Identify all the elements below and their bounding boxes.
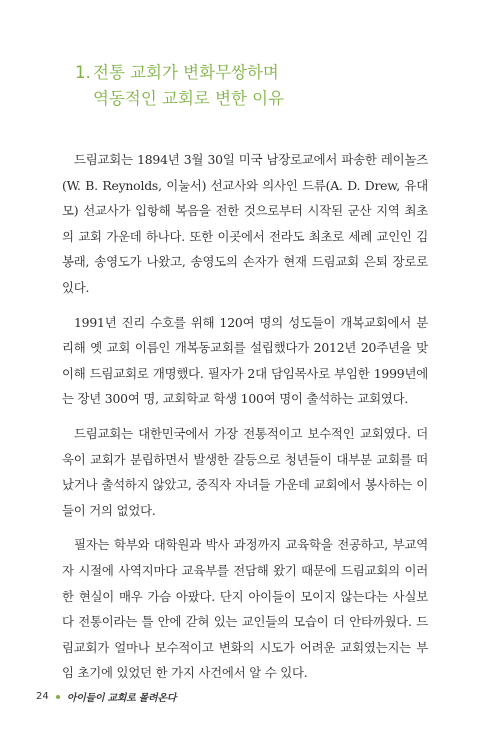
section-title-line1: 전통 교회가 변화무쌍하며 [93,63,279,82]
book-title: 아이들이 교회로 몰려온다 [66,693,177,704]
paragraph: 1991년 진리 수호를 위해 120여 명의 성도들이 개복교회에서 분리해 옛 교회 이름인 개복동교회를 설립했다가 2012년 20주년을 맞이해 드림교회로 개명했다. 필자가 2대 담임목사로 부임한 1999년에는 장년 300여 명, 교회학교 학생 100여 명이 출석하는 교회였다. [62,314,428,407]
page-footer [36,689,176,704]
page-number: 24 [36,691,49,702]
paragraph: 드림교회는 대한민국에서 가장 전통적이고 보수적인 교회였다. 더욱이 교회가 분립하면서 발생한 갈등으로 청년들이 대부분 교회를 떠났거나 출석하지 않았고, 중직자 자녀들 가운데 교회에서 봉사하는 이들이 거의 없었다. [62,425,428,518]
section-heading [75,60,284,112]
heading-line-1 [75,60,284,86]
paragraph: 필자는 학부와 대학원과 박사 과정까지 교육학을 전공하고, 부교역자 시절에 사역지마다 교육부를 전담해 왔기 때문에 드림교회의 이러한 현실이 매우 가슴 아팠다. 단지 아이들이 모이지 않는다는 사실보다 전통이라는 틀 안에 갇혀 있는 교인들의 모습이 더 안타까웠다. 드림교회가 얼마나 보수적이고 변화의 시도가 어려운 교회였는지는 부임 초기에 있었던 한 가지 사건에서 알 수 있다. [62,537,428,681]
bullet-dot-icon [56,695,60,699]
paragraph: 드림교회는 1894년 3월 30일 미국 남장로교에서 파송한 레이놀즈(W. B. Reynolds, 이눌서) 선교사와 의사인 드류(A. D. Drew, 유대모) 선교사가 입항해 복음을 전한 것으로부터 시작된 군산 지역 최초의 교회 가운데 하나다. 또한 이곳에서 전라도 최초로 세례 교인인 김봉래, 송영도가 나왔고, 송영도의 손자가 현재 드림교회 은퇴 장로로 있다. [62,152,428,295]
section-number: 1. [75,63,91,82]
body-text [62,147,428,695]
section-title-line2: 역동적인 교회로 변한 이유 [93,89,285,108]
